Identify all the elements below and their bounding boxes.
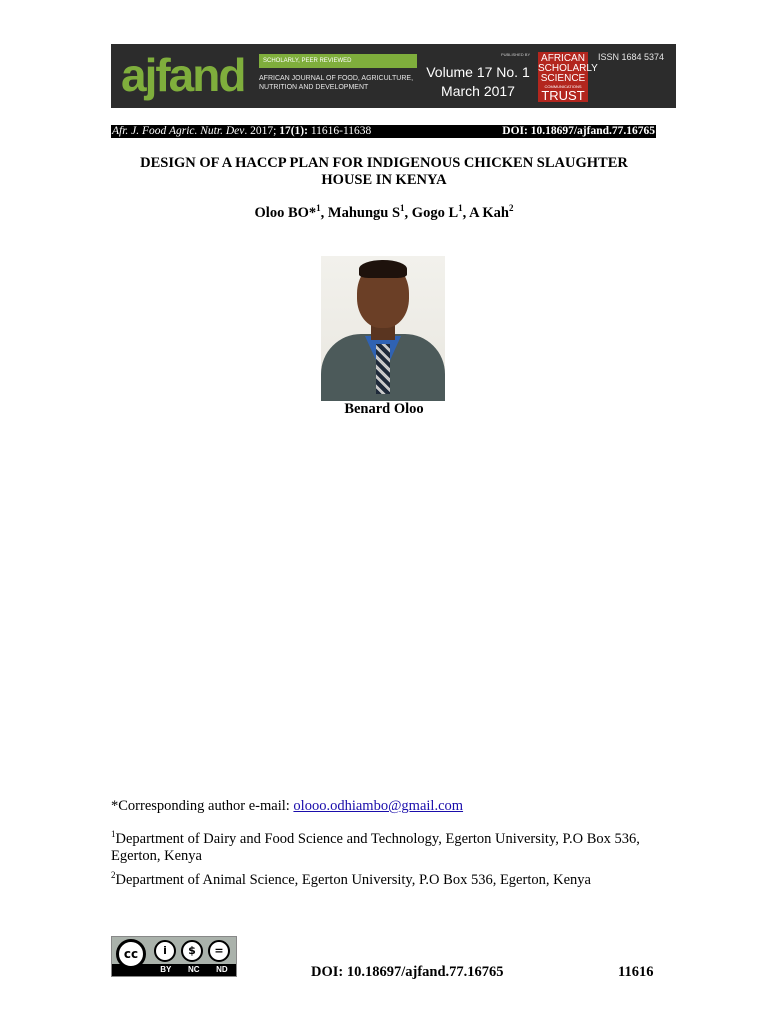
tagline: SCHOLARLY, PEER REVIEWED — [259, 54, 417, 68]
author-affiliation-mark: 1 — [458, 203, 463, 214]
author-separator: , — [404, 205, 412, 221]
title-line: DESIGN OF A HACCP PLAN FOR INDIGENOUS CHICKEN SLAUGHTER — [140, 155, 628, 171]
citation-bar — [111, 125, 656, 138]
published-by-label: PUBLISHED BY — [501, 52, 531, 57]
journal-logo: ajfand — [121, 49, 245, 101]
license-labels — [152, 965, 236, 974]
citation-year: . 2017; — [244, 125, 280, 137]
cc-license-badge[interactable] — [111, 936, 237, 977]
affiliation-mark: 1 — [111, 829, 116, 840]
citation-volume: 17(1): — [279, 125, 308, 137]
author-separator: , — [462, 205, 470, 221]
issn-label: ISSN 1684 5374 — [598, 52, 665, 62]
journal-banner — [111, 44, 676, 108]
volume-label: Volume 17 No. 1 — [426, 64, 530, 80]
author-affiliation-mark: 1 — [400, 203, 405, 214]
citation-doi: DOI: 10.18697/ajfand.77.16765 — [502, 125, 655, 137]
affiliation — [111, 831, 667, 865]
journal-full-name: AFRICAN JOURNAL OF FOOD, AGRICULTURE, NUTRITION AND DEVELOPMENT — [259, 75, 414, 91]
author-name: Mahungu S — [327, 205, 401, 221]
license-label-by: BY — [160, 965, 172, 974]
page-number: 11616 — [618, 964, 654, 980]
noncommercial-icon: $ — [181, 940, 203, 962]
affiliation-text: Department of Dairy and Food Science and Technology, Egerton University, P.O Box 536, Egerton, Kenya — [111, 831, 640, 864]
corresponding-author — [111, 798, 463, 815]
license-label-nc: NC — [187, 965, 200, 974]
author-name: Oloo BO* — [254, 205, 317, 221]
photo-caption: Benard Oloo — [344, 401, 424, 417]
cc-icon: cc — [116, 939, 146, 969]
author-list — [100, 205, 668, 222]
author-affiliation-mark: 2 — [508, 203, 514, 214]
title-line: HOUSE IN KENYA — [321, 172, 447, 188]
citation-pages: 11616-11638 — [307, 125, 372, 137]
affiliation-text: Department of Animal Science, Egerton University, P.O Box 536, Egerton, Kenya — [115, 872, 591, 888]
license-label-nd: ND — [216, 965, 228, 974]
issue-date: March 2017 — [441, 83, 515, 99]
publisher-logo — [538, 52, 598, 103]
citation-text — [112, 125, 371, 138]
publisher-logo-line: TRUST — [541, 88, 585, 103]
noderivatives-icon: = — [208, 940, 230, 962]
attribution-icon: i — [154, 940, 176, 962]
author-photo — [321, 256, 445, 401]
author-name: Gogo L — [411, 205, 459, 221]
publisher-logo-line: SCHOLARLY — [538, 63, 598, 74]
publisher-logo-line: SCIENCE — [540, 73, 586, 84]
journal-abbrev: Afr. J. Food Agric. Nutr. Dev — [112, 125, 245, 137]
affiliation — [111, 872, 667, 889]
publisher-logo-line: AFRICAN — [541, 53, 585, 64]
article-title — [100, 155, 668, 189]
corresponding-label: *Corresponding author e-mail: — [111, 798, 294, 814]
author-email-link[interactable]: olooo.odhiambo@gmail.com — [293, 798, 464, 814]
publisher-logo-line: COMMUNICATIONS — [544, 84, 582, 89]
affiliation-mark: 2 — [111, 870, 116, 881]
author-affiliation-mark: 1 — [316, 203, 321, 214]
author-name: A Kah — [469, 205, 509, 221]
author-separator: , — [320, 205, 328, 221]
footer-doi: DOI: 10.18697/ajfand.77.16765 — [311, 964, 504, 980]
